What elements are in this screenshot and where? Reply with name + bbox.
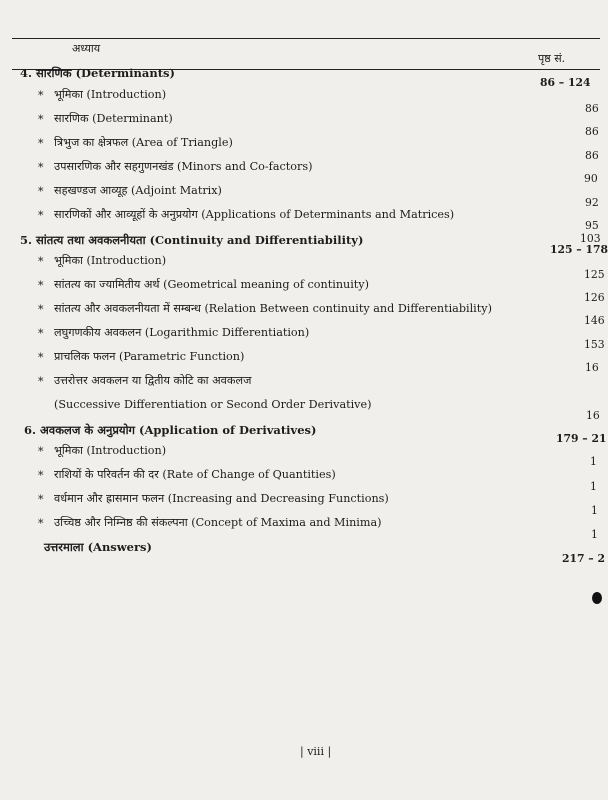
bullet-star-icon: * [38,327,44,340]
topic-page: 95 [585,219,599,232]
header-top-rule [12,38,600,39]
topic-page: 86 [585,149,599,162]
topic-item: भूमिका (Introduction) [54,444,167,457]
bullet-star-icon: * [38,279,44,292]
topic-item: उच्चिष्ठ और निम्निष्ठ की संकल्पना (Concept of Maxima and Minima) [54,516,382,529]
bullet-star-icon: * [38,469,44,482]
topic-page: 1 [590,480,597,493]
topic-item: उपसारणिक और सहगुणनखंड (Minors and Co-factors) [54,160,313,173]
page-number-footer: | viii | [300,745,332,758]
topic-page: 153 [584,338,605,351]
topic-item: भूमिका (Introduction) [54,88,167,101]
topic-item: वर्धमान और ह्रासमान फलन (Increasing and Decreasing Functions) [54,492,389,505]
bullet-star-icon: * [38,303,44,316]
topic-page: 126 [584,291,605,304]
bullet-star-icon: * [38,517,44,530]
topic-item: सांतत्य का ज्यामितीय अर्थ (Geometrical meaning of continuity) [54,278,369,291]
bullet-star-icon: * [38,161,44,174]
chapter-page-range: 179 – 21 [556,432,607,445]
bullet-star-icon: * [38,185,44,198]
topic-item: प्राचलिक फलन (Parametric Function) [54,350,245,363]
topic-page: 1 [591,504,598,517]
page-column-header: पृष्ठ सं. [538,52,566,65]
bullet-star-icon: * [38,351,44,364]
topic-page: 146 [584,314,605,327]
topic-page: 125 [584,268,605,281]
topic-item-continuation: (Successive Differentiation or Second Order Derivative) [54,398,372,411]
topic-page: 16 [585,361,599,374]
chapter-title: 5. सांतत्य तथा अवकलनीयता (Continuity and Differentiability) [20,233,364,247]
topic-item: भूमिका (Introduction) [54,254,167,267]
topic-item: उत्तरोत्तर अवकलन या द्वितीय कोटि का अवकलज [54,374,252,387]
topic-page: 1 [590,455,597,468]
chapter-column-header: अध्याय [72,42,101,55]
answers-page-range: 217 – 2 [562,552,605,565]
bullet-star-icon: * [38,89,44,102]
ink-dot-mark [592,592,602,604]
bullet-star-icon: * [38,375,44,388]
bullet-star-icon: * [38,113,44,126]
trailing-page: 16 [586,409,600,422]
chapter-title: 6. अवकलज के अनुप्रयोग (Application of Derivatives) [24,423,317,437]
answers-title: उत्तरमाला (Answers) [44,540,152,554]
topic-item: त्रिभुज का क्षेत्रफल (Area of Triangle) [54,136,233,149]
bullet-star-icon: * [38,255,44,268]
trailing-page: 103 [580,232,601,245]
topic-page: 86 [585,125,599,138]
bullet-star-icon: * [38,493,44,506]
topic-item: राशियों के परिवर्तन की दर (Rate of Change of Quantities) [54,468,336,481]
topic-item: सहखण्डज आव्यूह (Adjoint Matrix) [54,184,222,197]
bullet-star-icon: * [38,209,44,222]
chapter-page-range: 125 – 178 [550,243,608,256]
topic-item: सारणिक (Determinant) [54,112,173,125]
topic-page: 86 [585,102,599,115]
bullet-star-icon: * [38,445,44,458]
chapter-title: 4. सारणिक (Determinants) [20,66,175,80]
topic-item: सारणिकों और आव्यूहों के अनुप्रयोग (Applications of Determinants and Matrices) [54,208,455,221]
chapter-page-range: 86 – 124 [540,76,591,89]
topic-page: 92 [585,196,599,209]
topic-page: 90 [584,172,598,185]
topic-item: लघुगणकीय अवकलन (Logarithmic Differentiation) [54,326,310,339]
topic-item: सांतत्य और अवकलनीयता में सम्बन्ध (Relation Between continuity and Differentiability) [54,302,492,315]
bullet-star-icon: * [38,137,44,150]
topic-page: 1 [591,528,598,541]
